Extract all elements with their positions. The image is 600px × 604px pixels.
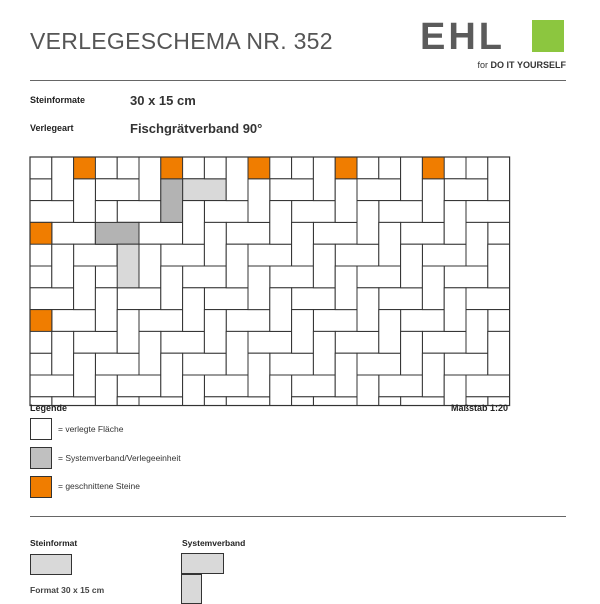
- paver-horizontal: [248, 419, 292, 441]
- paver-vertical: [270, 375, 292, 419]
- paver-vertical: [95, 113, 117, 157]
- paver-horizontal: [74, 70, 118, 92]
- paver-vertical: [226, 244, 248, 288]
- paver-vertical: [292, 222, 314, 266]
- paver-horizontal: [357, 266, 401, 288]
- paver-horizontal: [466, 375, 510, 397]
- paver-horizontal: [335, 419, 379, 441]
- paver-horizontal: [0, 397, 8, 419]
- paver-horizontal: [466, 288, 510, 310]
- paver-vertical: [313, 331, 335, 375]
- paver-horizontal: [0, 70, 30, 92]
- paver-vertical: [226, 331, 248, 375]
- paver-vertical: [531, 201, 553, 245]
- paver-horizontal: [401, 135, 445, 157]
- legend-cut-text: = geschnittene Steine: [58, 481, 140, 491]
- paver-horizontal: [444, 440, 488, 462]
- paver-vertical: [74, 179, 96, 223]
- paver-vertical: [553, 310, 575, 354]
- cut-stone: [30, 310, 52, 332]
- paver-horizontal: [8, 92, 52, 114]
- logo-text: EHL: [420, 16, 505, 58]
- paver-horizontal: [95, 92, 139, 114]
- systemverband-swatch-h: [181, 553, 224, 574]
- cut-stone: [248, 157, 270, 179]
- paver-vertical: [8, 462, 30, 506]
- paver-horizontal: [204, 462, 248, 484]
- paver-horizontal: [270, 92, 314, 114]
- paver-horizontal: [422, 70, 466, 92]
- paver-vertical: [183, 375, 205, 419]
- paver-horizontal: [444, 179, 488, 201]
- scale-label: Maßstab 1:20: [450, 403, 508, 413]
- paver-horizontal: [0, 419, 30, 441]
- paver-vertical: [335, 353, 357, 397]
- cut-stone: [74, 157, 96, 179]
- paver-vertical: [422, 353, 444, 397]
- paver-vertical: [74, 92, 96, 136]
- paver-horizontal: [575, 222, 600, 244]
- paver-horizontal: [270, 440, 314, 462]
- paver-horizontal: [204, 201, 248, 223]
- paver-horizontal: [117, 375, 161, 397]
- paver-horizontal: [0, 157, 30, 179]
- paver-vertical: [95, 288, 117, 332]
- paver-vertical: [488, 331, 510, 375]
- pattern-label: Verlegeart: [30, 123, 74, 133]
- legend-cut-box: [30, 476, 52, 498]
- paver-horizontal: [226, 135, 270, 157]
- paver-horizontal: [531, 266, 575, 288]
- paver-vertical: [0, 353, 8, 397]
- paver-horizontal: [139, 310, 183, 332]
- legend-laid-text: = verlegte Fläche: [58, 424, 124, 434]
- paver-horizontal: [95, 353, 139, 375]
- paver-horizontal: [379, 201, 423, 223]
- paver-horizontal: [270, 266, 314, 288]
- paver-vertical: [270, 462, 292, 506]
- paver-vertical: [8, 375, 30, 419]
- paver-vertical: [8, 113, 30, 157]
- paver-horizontal: [531, 92, 575, 114]
- paver-vertical: [313, 157, 335, 201]
- paver-horizontal: [74, 331, 118, 353]
- tagline: for DO IT YOURSELF: [477, 60, 566, 70]
- paver-vertical: [161, 266, 183, 310]
- paver-vertical: [0, 179, 8, 223]
- paver-vertical: [422, 92, 444, 136]
- steinformat-label: Steinformat: [30, 538, 78, 548]
- steinformat-swatch: [30, 554, 72, 575]
- paver-horizontal: [95, 179, 139, 201]
- paver-horizontal: [226, 222, 270, 244]
- paver-vertical: [335, 266, 357, 310]
- paver-horizontal: [379, 288, 423, 310]
- paver-vertical: [204, 310, 226, 354]
- paver-vertical: [8, 201, 30, 245]
- page-title: VERLEGESCHEMA NR. 352: [30, 28, 333, 54]
- paver-horizontal: [510, 244, 554, 266]
- paver-horizontal: [335, 70, 379, 92]
- paver-horizontal: [0, 222, 8, 244]
- systemverband-label: Systemverband: [182, 538, 246, 548]
- paver-horizontal: [74, 244, 118, 266]
- paver-horizontal: [117, 288, 161, 310]
- paver-horizontal: [488, 135, 532, 157]
- paver-vertical: [401, 244, 423, 288]
- paver-vertical: [161, 179, 183, 223]
- paver-horizontal: [0, 331, 30, 353]
- paver-horizontal: [139, 222, 183, 244]
- paver-vertical: [0, 440, 8, 484]
- paver-vertical: [488, 70, 510, 114]
- paver-vertical: [248, 266, 270, 310]
- legend-system-box: [30, 447, 52, 469]
- paver-horizontal: [357, 92, 401, 114]
- paver-vertical: [52, 70, 74, 114]
- paver-horizontal: [183, 266, 227, 288]
- paver-horizontal: [226, 397, 270, 419]
- paver-horizontal: [444, 353, 488, 375]
- paver-horizontal: [401, 222, 445, 244]
- paver-vertical: [510, 92, 532, 136]
- paver-vertical: [139, 70, 161, 114]
- paver-horizontal: [292, 201, 336, 223]
- paver-vertical: [204, 397, 226, 441]
- paver-vertical: [248, 440, 270, 484]
- paver-horizontal: [553, 113, 597, 135]
- format-label: Steinformate: [30, 95, 86, 105]
- paver-vertical: [183, 288, 205, 332]
- paver-horizontal: [313, 222, 357, 244]
- paver-vertical: [422, 440, 444, 484]
- paver-vertical: [422, 179, 444, 223]
- paver-vertical: [248, 353, 270, 397]
- paver-horizontal: [117, 113, 161, 135]
- paver-vertical: [444, 201, 466, 245]
- paver-vertical: [444, 288, 466, 332]
- paver-vertical: [466, 222, 488, 266]
- paver-vertical: [531, 288, 553, 332]
- paver-vertical: [357, 375, 379, 419]
- paver-horizontal: [575, 135, 600, 157]
- paver-vertical: [313, 70, 335, 114]
- paver-vertical: [510, 353, 532, 397]
- paver-vertical: [0, 92, 8, 136]
- paver-horizontal: [183, 440, 227, 462]
- paver-vertical: [379, 222, 401, 266]
- paver-vertical: [52, 331, 74, 375]
- cut-stone: [335, 157, 357, 179]
- paver-vertical: [466, 310, 488, 354]
- legend-title: Legende: [30, 403, 68, 413]
- paver-horizontal: [183, 92, 227, 114]
- paver-vertical: [510, 266, 532, 310]
- paver-vertical: [139, 244, 161, 288]
- paver-vertical: [117, 310, 139, 354]
- paver-vertical: [531, 113, 553, 157]
- cut-stone: [161, 157, 183, 179]
- paver-horizontal: [52, 135, 96, 157]
- system-unit-vertical: [117, 244, 139, 288]
- paver-horizontal: [313, 310, 357, 332]
- legend-laid-box: [30, 418, 52, 440]
- paver-horizontal: [117, 201, 161, 223]
- paver-horizontal: [161, 70, 205, 92]
- paver-horizontal: [183, 353, 227, 375]
- paver-vertical: [335, 179, 357, 223]
- paver-vertical: [292, 310, 314, 354]
- paver-horizontal: [30, 288, 74, 310]
- paver-horizontal: [357, 440, 401, 462]
- paver-vertical: [401, 70, 423, 114]
- paver-vertical: [183, 113, 205, 157]
- paver-vertical: [74, 353, 96, 397]
- paver-horizontal: [379, 462, 423, 484]
- paver-horizontal: [226, 310, 270, 332]
- paver-horizontal: [575, 310, 600, 332]
- paver-horizontal: [444, 92, 488, 114]
- paver-horizontal: [0, 244, 30, 266]
- footer-divider: [30, 516, 566, 517]
- paver-vertical: [335, 92, 357, 136]
- paver-horizontal: [139, 135, 183, 157]
- paver-vertical: [248, 179, 270, 223]
- paver-vertical: [357, 462, 379, 506]
- paver-vertical: [313, 244, 335, 288]
- paver-vertical: [270, 113, 292, 157]
- paver-vertical: [139, 157, 161, 201]
- paver-horizontal: [248, 244, 292, 266]
- paver-vertical: [0, 266, 8, 310]
- paver-vertical: [204, 222, 226, 266]
- paver-horizontal: [553, 201, 597, 223]
- paver-horizontal: [379, 113, 423, 135]
- paver-horizontal: [183, 179, 227, 201]
- paver-vertical: [226, 157, 248, 201]
- paver-horizontal: [270, 179, 314, 201]
- paver-vertical: [401, 157, 423, 201]
- paver-vertical: [248, 92, 270, 136]
- paver-horizontal: [161, 419, 205, 441]
- paver-vertical: [8, 288, 30, 332]
- paver-horizontal: [335, 244, 379, 266]
- cut-stone: [422, 157, 444, 179]
- paver-vertical: [74, 266, 96, 310]
- format-value: 30 x 15 cm: [130, 93, 196, 108]
- paver-horizontal: [30, 201, 74, 223]
- paver-horizontal: [161, 331, 205, 353]
- legend-system-text: = Systemverband/Verlegeeinheit: [58, 453, 181, 463]
- paver-vertical: [226, 419, 248, 463]
- paver-horizontal: [204, 288, 248, 310]
- paver-vertical: [379, 310, 401, 354]
- paver-vertical: [292, 397, 314, 441]
- systemverband-swatch-v: [181, 574, 202, 604]
- paver-horizontal: [335, 331, 379, 353]
- paver-vertical: [357, 201, 379, 245]
- paver-vertical: [52, 244, 74, 288]
- paver-vertical: [444, 113, 466, 157]
- paver-vertical: [183, 201, 205, 245]
- paver-horizontal: [248, 70, 292, 92]
- paver-horizontal: [161, 244, 205, 266]
- paver-horizontal: [0, 310, 8, 332]
- paver-horizontal: [292, 462, 336, 484]
- paver-vertical: [270, 201, 292, 245]
- paver-horizontal: [531, 353, 575, 375]
- paver-vertical: [553, 222, 575, 266]
- paver-horizontal: [270, 353, 314, 375]
- paver-horizontal: [204, 113, 248, 135]
- paver-horizontal: [30, 113, 74, 135]
- paver-horizontal: [422, 419, 466, 441]
- paver-horizontal: [357, 353, 401, 375]
- system-unit-horizontal: [95, 222, 139, 244]
- paver-horizontal: [0, 135, 8, 157]
- cut-stone: [30, 222, 52, 244]
- paver-horizontal: [52, 310, 96, 332]
- paver-vertical: [161, 92, 183, 136]
- paver-vertical: [139, 331, 161, 375]
- paver-horizontal: [401, 310, 445, 332]
- paver-vertical: [357, 288, 379, 332]
- paver-vertical: [95, 375, 117, 419]
- paver-vertical: [488, 244, 510, 288]
- paver-horizontal: [444, 266, 488, 288]
- paver-vertical: [183, 462, 205, 506]
- paver-horizontal: [510, 157, 554, 179]
- paver-vertical: [357, 113, 379, 157]
- paver-vertical: [488, 157, 510, 201]
- paver-horizontal: [30, 375, 74, 397]
- paver-vertical: [422, 266, 444, 310]
- paver-horizontal: [292, 288, 336, 310]
- paver-horizontal: [379, 375, 423, 397]
- paver-horizontal: [553, 288, 597, 310]
- paver-vertical: [270, 288, 292, 332]
- paver-vertical: [553, 135, 575, 179]
- paver-horizontal: [401, 397, 445, 419]
- paver-horizontal: [313, 135, 357, 157]
- paver-horizontal: [313, 397, 357, 419]
- paver-horizontal: [531, 179, 575, 201]
- paver-vertical: [226, 70, 248, 114]
- paver-horizontal: [52, 222, 96, 244]
- paver-horizontal: [466, 113, 510, 135]
- paver-vertical: [379, 397, 401, 441]
- paver-horizontal: [139, 397, 183, 419]
- paver-horizontal: [510, 331, 554, 353]
- paver-vertical: [401, 331, 423, 375]
- paver-vertical: [335, 440, 357, 484]
- paver-vertical: [401, 419, 423, 463]
- paver-horizontal: [292, 375, 336, 397]
- paver-horizontal: [292, 113, 336, 135]
- format-caption: Format 30 x 15 cm: [30, 585, 105, 595]
- paver-horizontal: [466, 201, 510, 223]
- pattern-value: Fischgrätverband 90°: [130, 121, 263, 136]
- paver-horizontal: [510, 70, 554, 92]
- paver-vertical: [313, 419, 335, 463]
- paver-horizontal: [204, 375, 248, 397]
- paver-horizontal: [422, 244, 466, 266]
- paver-vertical: [161, 353, 183, 397]
- paver-horizontal: [248, 331, 292, 353]
- paver-horizontal: [422, 331, 466, 353]
- paver-horizontal: [357, 179, 401, 201]
- paver-vertical: [510, 179, 532, 223]
- paver-vertical: [52, 157, 74, 201]
